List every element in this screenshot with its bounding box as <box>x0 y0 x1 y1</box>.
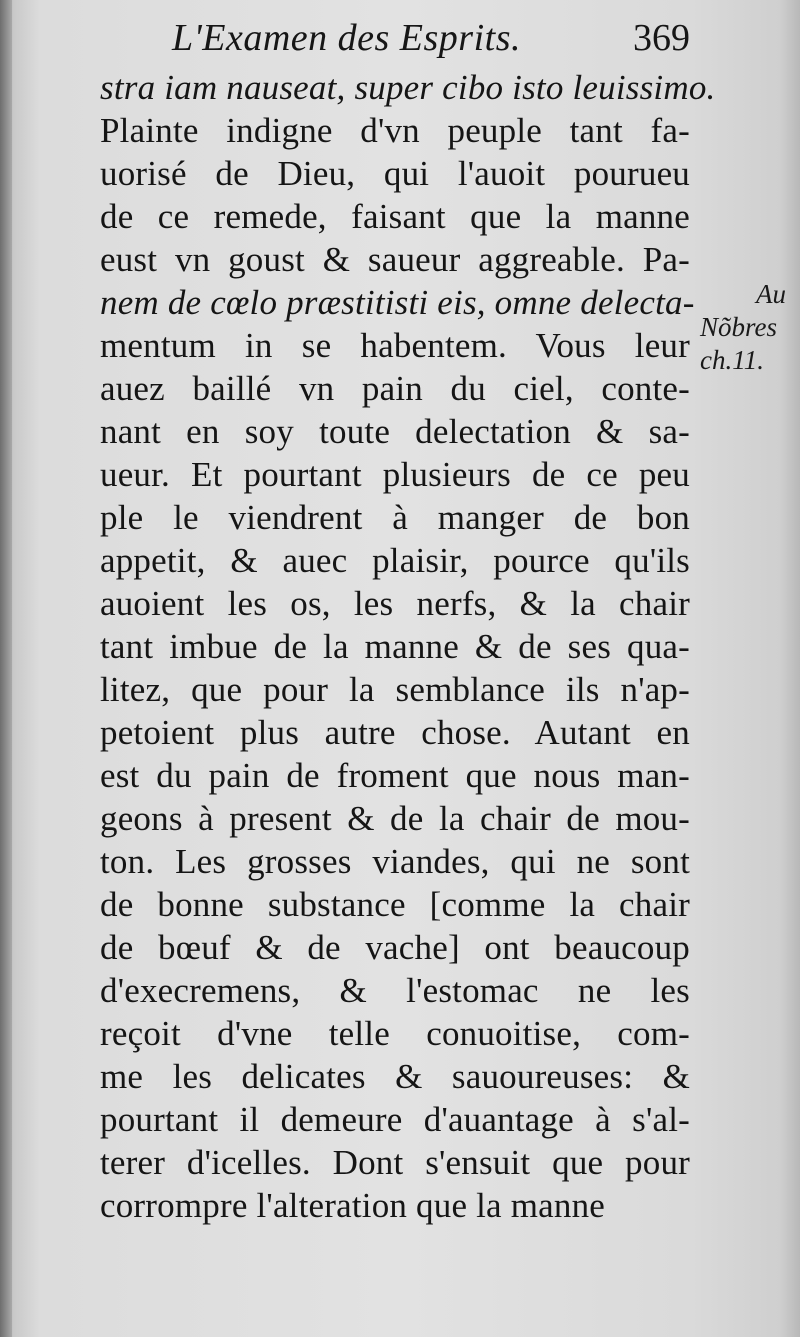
text-line: d'execremens, & l'estomac ne les <box>100 971 690 1010</box>
text-line: nant en soy toute delectation & sa- <box>100 412 690 451</box>
text-line: auoient les os, les nerfs, & la chair <box>100 584 690 623</box>
running-title: L'Examen des Esprits. <box>172 17 521 59</box>
text-line: reçoit d'vne telle conuoitise, com- <box>100 1014 690 1053</box>
page-gutter-shadow <box>0 0 12 1337</box>
page-number: 369 <box>633 17 690 59</box>
text-line: ueur. Et pourtant plusieurs de ce peu <box>100 455 690 494</box>
text-line: terer d'icelles. Dont s'ensuit que pour <box>100 1143 690 1182</box>
page-header <box>100 12 690 62</box>
text-line: tant imbue de la manne & de ses qua- <box>100 627 690 666</box>
text-line: uorisé de Dieu, qui l'auoit pourueu <box>100 154 690 193</box>
text-line: pourtant il demeure d'auantage à s'al- <box>100 1100 690 1139</box>
text-line: Plainte indigne d'vn peuple tant fa- <box>100 111 690 150</box>
text-line: de bœuf & de vache] ont beaucoup <box>100 928 690 967</box>
text-line: de bonne substance [comme la chair <box>100 885 690 924</box>
margin-note <box>700 278 800 377</box>
body-text <box>100 66 716 1227</box>
text-line: de ce remede, faisant que la manne <box>100 197 690 236</box>
margin-note-line: ch.11. <box>700 345 764 375</box>
text-line: mentum in se habentem. Vous leur <box>100 326 690 365</box>
text-line: nem de cœlo præstitisti eis, omne delecta- <box>100 283 695 322</box>
text-line: me les delicates & sauoureuses: & <box>100 1057 690 1096</box>
text-line: ple le viendrent à manger de bon <box>100 498 690 537</box>
text-line: corrompre l'alteration que la manne <box>100 1186 606 1225</box>
margin-note-line: Au <box>756 279 786 309</box>
text-line: petoient plus autre chose. Autant en <box>100 713 690 752</box>
text-line: geons à present & de la chair de mou- <box>100 799 690 838</box>
text-line: appetit, & auec plaisir, pource qu'ils <box>100 541 690 580</box>
text-line: eust vn goust & saueur aggreable. Pa- <box>100 240 690 279</box>
text-line: auez baillé vn pain du ciel, conte- <box>100 369 690 408</box>
text-line: est du pain de froment que nous man- <box>100 756 690 795</box>
text-line: ton. Les grosses viandes, qui ne sont <box>100 842 690 881</box>
text-line: litez, que pour la semblance ils n'ap- <box>100 670 690 709</box>
text-line: stra iam nauseat, super cibo isto leuissimo. <box>100 68 716 107</box>
margin-note-line: Nõbres <box>700 312 778 342</box>
